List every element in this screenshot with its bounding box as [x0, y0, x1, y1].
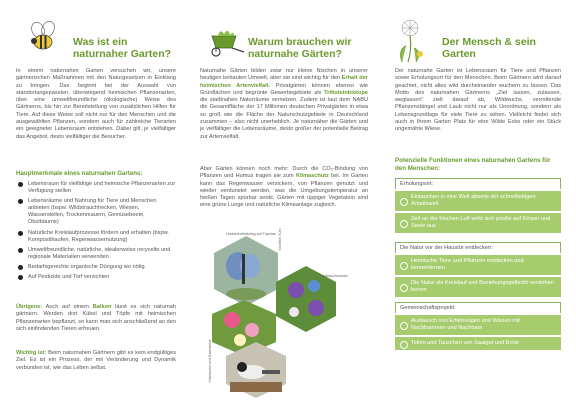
column-1-header: [0, 16, 192, 66]
wheelbarrow-icon: [206, 26, 246, 58]
column-3-title: Der Mensch & sein Garten: [442, 36, 536, 60]
features-list: [18, 181, 176, 284]
column-1-intro: In einem naturnahen Garten versuchen wir, unsere gärtnerischen Maßnahmen mit den Naturgesetzen in Einklang zu bringen. Das beginnt bei der Auswahl von standortangepassten, überwiegend heimischen Pflanzenarten, über eine umweltfreundliche (ökologische) Weise des Gärtnerns, bis hin zur Bereitstellung von zusätzlichen Hilfen für Tiere. Auf diese Weise soll nicht nur für den Menschen und die ausgewählten Pflanzen, sondern auch für zahlreiche Tierarten ein geeigneter Lebensraum entstehen. Dabei gilt, je vielfältiger das Angebot, desto vielfältiger die Besucher.: [16, 68, 176, 140]
note-balcony-text-a: Auch auf einem: [42, 304, 93, 310]
note-balcony-label: Übrigens:: [16, 304, 43, 310]
feature-item: Auf Pestizide und Torf verzichten: [18, 274, 176, 281]
function-item: Die Natur als Kreislauf und Beziehungsgeflecht verstehen lernen: [395, 277, 561, 297]
p1-text-d: die stadtnahen Naturräume vernetzen. Zudem ist laut dem NABU die Gesamtfläche der 17 Millionen deutschen Privatgärten in etwa so groß wie die Fläche der Naturschutzgebiete in Deutschland zusammen – also nicht unerheblich. Je naturnäher die Gärten und je vielfältiger die Lebensräume, desto größer der potentielle Beitrag zur Artenvielfalt.: [200, 97, 368, 140]
feature-item: Umweltfreundliche, natürliche, idealerweise recycelte und regionale Materialien verwenden: [18, 247, 176, 261]
note-important-text: Beim naturnahen Gärtnern gibt es kein endgültiges Ziel. Es ist ein Prozess, der mit Veränderung und Dynamik verbunden ist, wie das Leben selbst.: [16, 350, 176, 371]
function-group: [395, 178, 561, 233]
column-1: [0, 0, 192, 416]
p2-text-a: Aber Gärten können noch mehr: Durch die CO₂-Bindung von Pflanzen und Humus tragen sie zum: [200, 166, 368, 180]
note-balcony-bold: Balkon: [92, 304, 112, 310]
note-balcony: [16, 304, 176, 333]
photo-wagtail: [226, 342, 286, 398]
p2-text-c: bei. Im Garten kann das Regenwasser versickern, von Pflanzen genutzt und wieder verdunstet werden, was die Umgebungstemperatur an heißen Tagen spürbar senkt. Gärten mit üppiger Vegetation sind eine grüne Lunge und natürliche Klimaanlage zugleich.: [200, 173, 368, 209]
feature-item: Bedarfsgerechte organische Düngung wo nötig: [18, 264, 176, 271]
caption-2: Nordlich Sum: [278, 228, 282, 250]
column-3-header: [384, 16, 576, 66]
function-item: Teilen und Tauschen von Saatgut und Ernte: [395, 337, 561, 350]
dandelion-icon: [392, 16, 432, 64]
column-2-paragraph-2: [200, 166, 368, 210]
function-group-heading: Gemeinschaftsprojekt:: [395, 302, 561, 313]
column-3-intro: Der naturnahe Garten ist Lebensraum für Tiere und Pflanzen sowie Erholungsort für den Menschen. Beim Gärtnern wird darauf geachtet, nicht alles wild durcheinander wuchern zu lassen. Das Motto des naturnahen Gärtnerns „Ziel lassen, zulassen, weglassen" zielt darauf ab, Wildwuchs, verrottende Pflanzenstängel und Laub nicht nur als Unordnung, sondern als Lebensgrundlage für viele Tiere zu sehen. Vielleicht findet sich auch in Ihrem Garten Platz für eine Wilde Ecke oder ein Stück ungemähte Wiese.: [395, 68, 561, 133]
feature-item: Natürliche Kreislaufprozesse fördern und erhalten (bspw. Kompostihaufen, Regenwassernutzung): [18, 230, 176, 244]
p1-bold-2: Trittsteinbiotope: [324, 89, 368, 96]
function-group-heading: Erholungsort:: [395, 178, 561, 189]
caption-4: Hainbuche und Bachstelze: [208, 339, 212, 382]
function-group: [395, 302, 561, 350]
column-2-header: [192, 16, 384, 66]
caption-3: Knoblauchsrauke: [320, 274, 348, 278]
note-balcony-text-b: lässt es sich naturnah gärtnern. Werden dort Kübel und Töpfe mit heimischen Pflanzenarten bepflanzt, so kann man sich anschließend an den sich einfindenden Tieren erfreuen.: [16, 304, 176, 332]
note-important-label: Wichtig ist:: [16, 350, 47, 356]
column-1-title: Was ist ein naturnaher Garten?: [73, 36, 172, 60]
p1-text-c: . Privatgärten können ebenso wie Grünflächen und begrünte Gewerbegebiete als: [200, 82, 369, 96]
column-2-paragraph-1: [200, 68, 368, 141]
p1-bold-1: Erhalt der heimischen Artenvielfalt: [200, 75, 368, 89]
column-2: [192, 0, 384, 416]
function-group-heading: Die Natur vor der Haustür entdecken:: [395, 242, 561, 253]
note-important: [16, 350, 176, 372]
column-2-title: Warum brauchen wir naturnahe Gärten?: [248, 36, 352, 60]
function-item: Heimische Tiere und Pflanzen entdecken und kennenlernen: [395, 255, 561, 275]
function-item: Austausch von Erfahrungen und Wissen mit Nachbarinnen und Nachbarn: [395, 315, 561, 335]
function-group: [395, 242, 561, 297]
features-heading: Hauptmerkmale eines naturnahen Gartens:: [16, 170, 143, 177]
caption-1: Hauhechelbläuling auf Thymian: [226, 232, 277, 236]
function-item: Eintauchen in eine Welt abseits der schnelllebigen Arbeitswelt: [395, 191, 561, 211]
p2-bold: Klimaschutz: [295, 173, 329, 180]
feature-item: Lebensraum für vielfältige und heimische Pflanzenarten zur Verfügung stellen: [18, 181, 176, 195]
bee-icon: [26, 20, 60, 54]
function-item: Zeit an der frischen Luft wirkt sich positiv auf Körper und Seele aus: [395, 213, 561, 233]
photo-butterfly: [214, 236, 278, 306]
feature-item: Lebensräume und Nahrung für Tiere und Menschen anbieten (bspw. Wildstrauchhecken, Wiesen, Wasserstellen, Trockenmauern, Gemüsebeete, Obstbäume): [18, 198, 176, 226]
p1-text-a: Naturnahe Gärten bilden zwar nur kleine Nischen in unserer heutigen bebauten Umwelt, aber sie sind wichtig für den: [200, 68, 368, 82]
functions-heading: Potenzielle Funktionen eines naturnahen Gartens für den Menschen:: [395, 157, 551, 172]
